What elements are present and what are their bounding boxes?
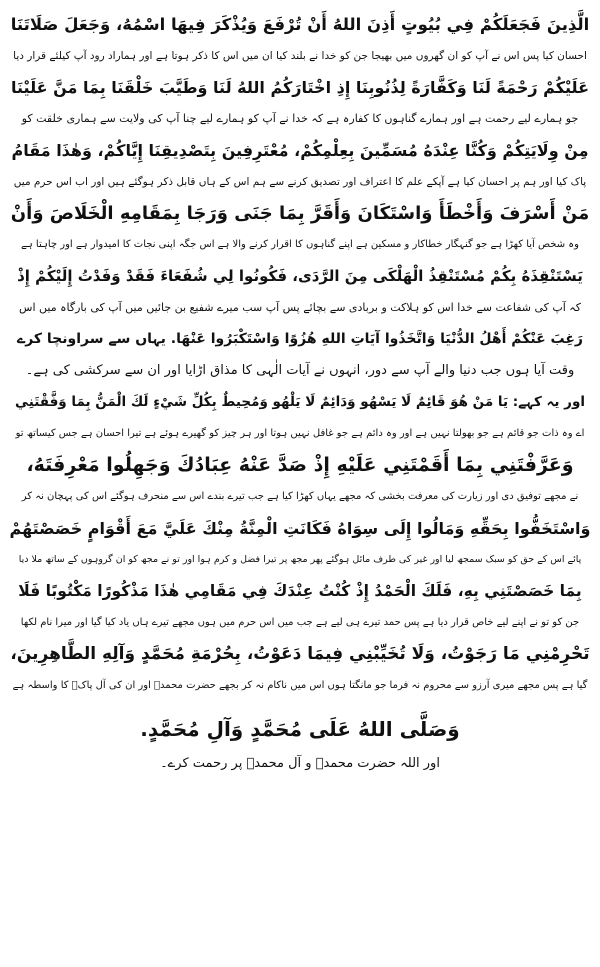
- arabic-line: اور یہ کہے: يَا مَنْ هُوَ قَائِمٌ لَا يَسْهُو وَدَائِمٌ لَا يَلْهُو وَمُحِيطٌ بِكُلِّ شَيْءٍ لَكَ الْمَنُّ بِمَا وَفَّقْتَنِي: [15, 394, 585, 410]
- urdu-translation-line: جو ہمارے لیے رحمت ہے اور ہمارے گناہوں کا کفارہ ہے کہ خدا نے آپ کو ہمارے لیے چنا آپ کی ولایت سے ہماری خلقت کو: [21, 112, 579, 125]
- urdu-translation-line: اے وہ ذات جو قائم ہے جو بھولتا نہیں ہے اور وہ دائم ہے جو غافل نہیں ہوتا اور ہر چیز کو گھیرے ہوئے ہے تیرا احسان ہے جس کیساتھ تو: [15, 428, 585, 439]
- arabic-line: رَغِبَ عَنْكُمْ أَهْلُ الدُّنْيَا وَاتَّخَذُوا آيَاتِ اللهِ هُزُوًا وَاسْتَكْبَرُوا عَنْهَا. یہاں سے سراونچا کرے: [17, 331, 583, 347]
- arabic-line: وَاسْتَخَفُّوا بِحَقِّهِ وَمَالُوا إِلَى سِوَاهُ فَكَانَتِ الْمِنَّةُ مِنْكَ عَلَيَّ مَعَ أَقْوَامٍ خَصَصْتَهُمْ: [10, 518, 590, 538]
- blessing-line: وَصَلَّى اللهُ عَلَى مُحَمَّدٍ وَآلِ مُحَمَّدٍ.: [140, 717, 460, 741]
- urdu-translation-line: جن کو تو نے اپنے لیے خاص قرار دیا ہے پس حمد تیرے ہی لیے ہے جب میں اس حرم میں ہوں مجھے تیرے ہاں یاد کیا گیا اور میرا نام لکھا: [20, 617, 580, 628]
- arabic-line: تَحْرِمْنِي مَا رَجَوْتُ، وَلَا تُخَيِّبْنِي فِيمَا دَعَوْتُ، بِحُرْمَةِ مُحَمَّدٍ وَآلِهِ الطَّاهِرِينَ،: [10, 644, 590, 664]
- closing-translation-line: اور اللہ حضرت محمدؐ و آل محمدؐ پر رحمت کرے۔: [160, 755, 440, 771]
- urdu-translation-line: وقت آیا ہوں جب دنیا والے آپ سے دور، انہوں نے آیات الٰہی کا مذاق اڑایا اور ان سے سرکشی کی ہے۔: [25, 363, 575, 378]
- arabic-line: عَلَيْكُمْ رَحْمَةً لَنَا وَكَفَّارَةً لِذُنُوبِنَا إِذِ اخْتَارَكُمُ اللهُ لَنَا وَطَيَّبَ خَلْقَنَا بِمَا مَنَّ عَلَيْنَا: [11, 77, 590, 97]
- urdu-translation-line: احسان کیا پس اس نے آپ کو ان گھروں میں بھیجا جن کو خدا نے بلند کیا ان میں اس کا ذکر ہوتا ہے اور ہماراد رود آپ کیلئے قرار دیا: [13, 49, 587, 62]
- urdu-translation-line: وہ شخص آیا کھڑا ہے جو گنہگار خطاکار و مسکین ہے اپنے گناہوں کا اقرار کرنے والا ہے اس جگہ اپنی نجات کا امیدوار ہے اور چاہتا ہے: [21, 239, 579, 250]
- arabic-line: الَّذِينَ فَجَعَلَكُمْ فِي بُيُوتٍ أَذِنَ اللهُ أَنْ تُرْفَعَ وَيُذْكَرَ فِيهَا اسْمُهُ، وَجَعَلَ صَلَاتَنَا: [10, 14, 590, 34]
- spacer: [10, 699, 590, 709]
- urdu-translation-line: نے مجھے توفیق دی اور زیارت کی معرفت بخشی کہ مجھے یہاں کھڑا کیا ہے جب تیرے بندے اس سے منحرف ہوگئے اس کی پہچان نہ کر: [21, 491, 579, 502]
- urdu-translation-line: پائے اس کے حق کو سبک سمجھ لیا اور غیر کی طرف مائل ہوگئے پھر مجھ پر تیرا فضل و کرم ہوا اور تو نے مجھ کو ان گروہوں کے ساتھ ملا دیا: [18, 554, 582, 565]
- urdu-translation-line: پاک کیا اور ہم پر احسان کیا ہے آپکے علم کا اعتراف اور تصدیق کرنے سے ہم اس کے ہاں قابل ذکر ہوگئے ہیں اور اب اس حرم میں: [13, 175, 587, 188]
- arabic-line: بِمَا خَصَصْتَنِي بِهِ، فَلَكَ الْحَمْدُ إِذْ كُنْتُ عِنْدَكَ فِي مَقَامِي هٰذَا مَذْكُورًا مَكْتُوبًا فَلَا: [18, 582, 582, 600]
- urdu-translation-line: کہ آپ کی شفاعت سے خدا اس کو ہلاکت و بربادی سے بچائے پس آپ سب میرے شفیع بن جائیں میں آپ کی بارگاہ میں اس: [19, 301, 581, 314]
- arabic-line: وَعَرَّفْتَنِي بِمَا أَقَمْتَنِي عَلَيْهِ إِذْ صَدَّ عَنْهُ عِبَادُكَ وَجَهِلُوا مَعْرِفَتَهُ،: [26, 454, 574, 476]
- urdu-translation-line: گیا ہے پس مجھے میری آرزو سے محروم نہ فرما جو مانگتا ہوں اس میں ناکام نہ کر بجھے حضرت محمدؐ اور ان کی آل پاکؑ کا واسطہ ہے: [12, 680, 588, 691]
- arabic-line: يَسْتَنْقِذَهُ بِكُمْ مُسْتَنْقِذُ الْهَلْكَى مِنَ الرَّدَى، فَكُونُوا لِي شُفَعَاءَ فَقَدْ وَفَدْتُ إِلَيْكُمْ إِذْ: [17, 267, 583, 285]
- arabic-line: مَنْ أَسْرَفَ وَأَخْطَأَ وَاسْتَكَانَ وَأَقَرَّ بِمَا جَنَى وَرَجَا بِمَقَامِهِ الْخَلَاصَ وَأَنْ: [10, 202, 590, 224]
- arabic-line: مِنْ وِلَايَتِكُمْ وَكُنَّا عِنْدَهُ مُسَمِّينَ بِعِلْمِكُمْ، مُعْتَرِفِينَ بِتَصْدِيقِنَا إِيَّاكُمْ، وَهٰذَا مَقَامُ: [11, 140, 589, 160]
